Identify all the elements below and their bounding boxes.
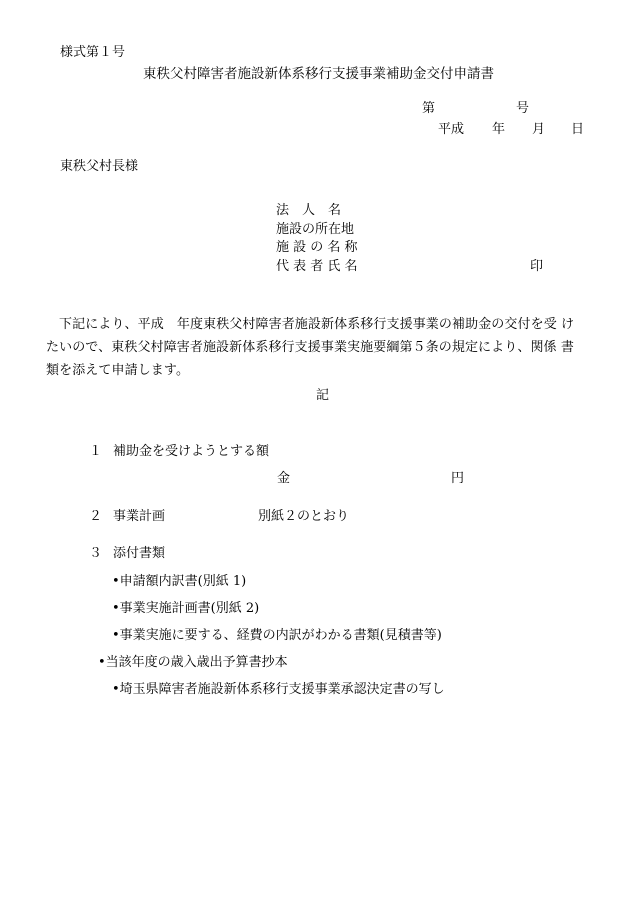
date-year: 年 <box>492 122 506 137</box>
attachment-item: •埼玉県障害者施設新体系移行支援事業承認決定書の写し <box>112 682 445 697</box>
label-facility-address: 施設の所在地 <box>276 222 355 237</box>
body-paragraph: 下記により、平成 年度東秩父村障害者施設新体系移行支援事業の補助金の交付を受 けたいので、東秩父村障害者施設新体系移行支援事業実施要綱第５条の規定により、関係 書類を添えて申請します。 <box>46 317 575 378</box>
amount-kin-label: 金 <box>277 471 291 486</box>
item3-title: 添付書類 <box>113 546 166 561</box>
ki-heading: 記 <box>316 388 330 403</box>
form-number: 様式第１号 <box>60 45 126 60</box>
amount-en-label: 円 <box>451 471 465 486</box>
date-era: 平成 <box>438 122 465 137</box>
doc-number-prefix: 第 <box>422 101 436 116</box>
date-day: 日 <box>571 122 585 137</box>
attachment-item: •事業実施に要する、経費の内訳がわかる書類(見積書等) <box>112 628 442 643</box>
label-corporation-name: 法 人 名 <box>276 203 342 218</box>
seal-mark: 印 <box>530 259 544 274</box>
item2-number: ２ <box>89 509 103 524</box>
item2-title: 事業計画 <box>113 509 166 524</box>
doc-number-suffix: 号 <box>516 101 530 116</box>
attachment-item: •申請額内訳書(別紙 1) <box>112 574 247 589</box>
label-representative-name: 代 表 者 氏 名 <box>276 259 358 274</box>
item1-title: 補助金を受けようとする額 <box>113 444 270 459</box>
item2-value: 別紙２のとおり <box>258 509 350 524</box>
item3-number: ３ <box>89 546 103 561</box>
attachment-item: •事業実施計画書(別紙 2) <box>112 601 260 616</box>
date-month: 月 <box>532 122 546 137</box>
item1-number: １ <box>89 444 103 459</box>
addressee: 東秩父村長様 <box>60 159 139 174</box>
attachment-item: •当該年度の歳入歳出予算書抄本 <box>98 655 288 670</box>
label-facility-name: 施 設 の 名 称 <box>276 240 358 255</box>
document-title: 東秩父村障害者施設新体系移行支援事業補助金交付申請書 <box>143 66 494 82</box>
